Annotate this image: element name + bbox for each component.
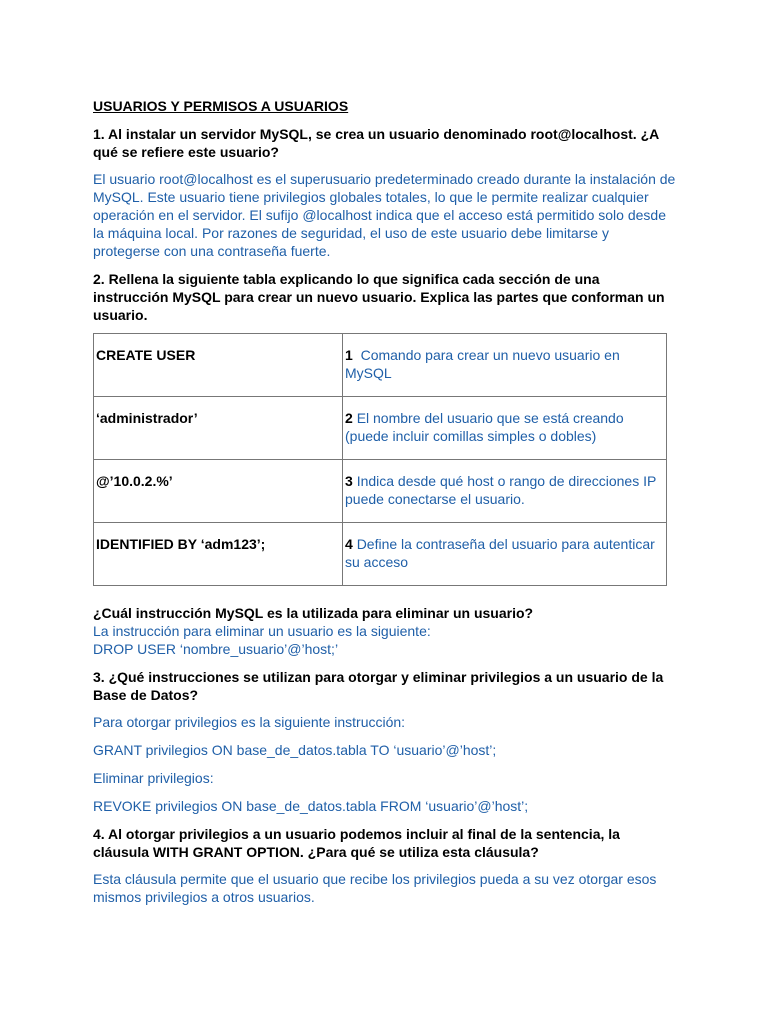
drop-user-answer-intro: La instrucción para eliminar un usuario es la siguiente: [93,623,431,639]
drop-user-question: ¿Cuál instrucción MySQL es la utilizada para eliminar un usuario? [93,605,534,621]
row-number: 4 [345,536,353,552]
description-text: Comando para crear un nuevo usuario en MySQL [345,347,620,381]
revoke-command: REVOKE privilegios ON base_de_datos.tabla FROM ‘usuario’@’host’; [93,798,529,814]
table-term: @’10.0.2.%’ [94,460,343,523]
row-number: 1 [345,347,353,363]
table-row [94,523,667,586]
answer-1: El usuario root@localhost es el superusuario predeterminado creado durante la instalación de MySQL. Este usuario tiene privilegios globales totales, lo que le permite realizar cualquier operación en el servidor. El sufijo @localhost indica que el acceso está permitido solo desde la máquina local. Por razones de seguridad, el uso de este usuario debe limitarse y protegerse con una contraseña fuerte. [93,171,676,259]
description-text: El nombre del usuario que se está creando (puede incluir comillas simples o dobles) [345,410,624,444]
description-text: Indica desde qué host o rango de direcciones IP puede conectarse el usuario. [345,473,657,507]
table-row [94,460,667,523]
document-page [93,97,678,916]
description-text: Define la contraseña del usuario para autenticar su acceso [345,536,655,570]
grant-intro: Para otorgar privilegios es la siguiente instrucción: [93,714,406,730]
answer-4: Esta cláusula permite que el usuario que recibe los privilegios pueda a su vez otorgar esos mismos privilegios a otros usuarios. [93,871,657,905]
table-description [343,397,667,460]
table-description [343,334,667,397]
table-term: IDENTIFIED BY ‘adm123’; [94,523,343,586]
document-title: USUARIOS Y PERMISOS A USUARIOS [93,98,349,114]
grant-command: GRANT privilegios ON base_de_datos.tabla TO ‘usuario’@’host’; [93,742,497,758]
create-user-table [93,333,667,586]
table-row [94,334,667,397]
question-1: 1. Al instalar un servidor MySQL, se crea un usuario denominado root@localhost. ¿A qué se refiere este usuario? [93,126,659,160]
revoke-intro: Eliminar privilegios: [93,770,214,786]
table-description [343,523,667,586]
table-term: ‘administrador’ [94,397,343,460]
table-description [343,460,667,523]
question-2: 2. Rellena la siguiente tabla explicando lo que significa cada sección de una instrucción MySQL para crear un nuevo usuario. Explica las partes que conforman un usuario. [93,271,665,323]
table-term: CREATE USER [94,334,343,397]
table-row [94,397,667,460]
drop-user-command: DROP USER ‘nombre_usuario’@’host;’ [93,641,339,657]
row-number: 2 [345,410,353,426]
question-3: 3. ¿Qué instrucciones se utilizan para otorgar y eliminar privilegios a un usuario de la Base de Datos? [93,669,664,703]
question-4: 4. Al otorgar privilegios a un usuario podemos incluir al final de la sentencia, la cláusula WITH GRANT OPTION. ¿Para qué se utiliza esta cláusula? [93,826,620,860]
row-number: 3 [345,473,353,489]
